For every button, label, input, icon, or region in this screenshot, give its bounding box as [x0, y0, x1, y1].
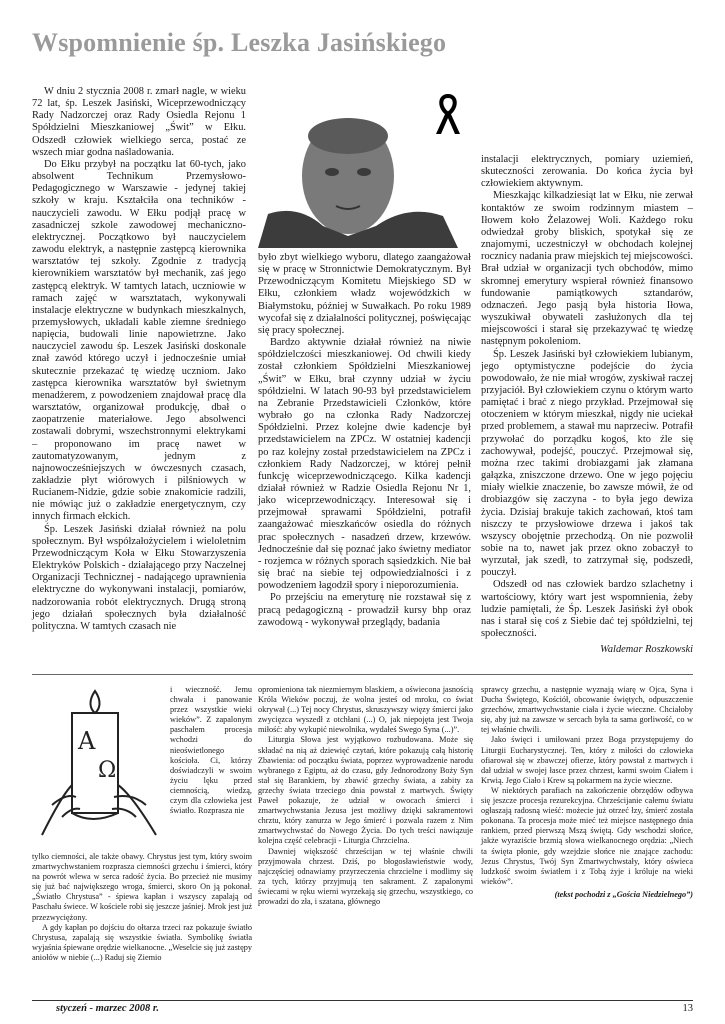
easter-column-2 [258, 685, 473, 907]
easter-paragraph: tylko ciemności, ale także obawy. Chrystus jest tym, który swoim zmartwychwstaniem rozprasza ciemności grzechu i śmierci, który na powrót wlewa w serca radość życia. Bo przecież nie musimy się już bać największego wroga, śmierci, skoro On ją pokonał. „Światło Chrystusa” - śpiewa kapłan i wszyscy zapalają od Paschału świece. W kościele robi się jeszcze jaśniej. Mrok jest już przezwyciężony. [32, 852, 252, 922]
source-note: (tekst pochodzi z „Gościa Niedzielnego”) [554, 889, 693, 899]
article-paragraph: Śp. Leszek Jasiński działał również na polu społecznym. Był współzałożycielem i wieloletnim Przewodniczącym Koła w Ełku Stowarzyszenia Elektryków Polskich - działającego przy Naczelnej Organizacji Technicznej - nadającego uprawnienia elektryczne do wykonywani instalacji, pomiarów, nadzorowania robót elektrycznych. Drugą stroną jego działań społecznych była działalność polityczna. W tamtych czasach nie [32, 523, 246, 632]
svg-text:A: A [78, 727, 96, 755]
section-divider [32, 674, 693, 675]
svg-text:Ω: Ω [98, 758, 117, 783]
article-paragraph: W dniu 2 stycznia 2008 r. zmarł nagle, w wieku 72 lat, śp. Leszek Jasiński, Wiceprzewodniczący Rady Nadzorczej oraz Rady Osiedla Rejonu 1 Spółdzielni Mieszkaniowej „Świt” w Ełku. Odszedł człowiek wielkiego serca, postać ze wszech miar godna naśladowania. [32, 86, 246, 158]
article-column-3 [481, 154, 693, 656]
easter-paragraph: opromieniona tak niezmiernym blaskiem, a oświecona jasnością Króla Wieków poczuj, że wolna jesteś od mroku, co świat okrywał (...) Tej nocy Chrystus, skruszywszy więzy śmierci jako zwycięzca wyszedł z otchłani (...) O, jak niepojęta jest Twoja miłość: aby wykupić niewolnika, wydałeś Swego Syna (...)”. [258, 685, 473, 735]
easter-paragraph: Liturgia Słowa jest wyjątkowo rozbudowana. Może się składać na nią aż dziewięć czytań, które pokazują całą historię Zbawienia: od początku świata, poprzez wyprowadzenie narodu wybranego z Egiptu, aż do czasu, gdy Jednorodzony Boży Syn stał się Barankiem, by zbawić grzechy świata, a zabity za grzechy świata trzeciego dnia powstał z martwych. Święty Paweł pokazuje, że udział w owocach śmierci i zmartwychwstania Jezusa jest możliwy dzięki sakramentowi chrztu, który zanurza w Jego śmierć i pozwala razem z Nim zmartwychwstać do Nowego Życia. Do tych treści nawiązuje kolejna część celebracji - Liturgia Chrzcielna. [258, 735, 473, 846]
article-column-2 [258, 252, 471, 629]
article-paragraph: Do Ełku przybył na początku lat 60-tych, jako absolwent Technikum Przemysłowo-Pedagogicznego w Warszawie - jedynej takiej szkoły w kraju. Kształciła ona techników - nauczycieli zawodu. W Ełku podjął pracę w zasadniczej szkole zawodowej mechaniczno-elektrycznej. Początkowo był nauczycielem zawodu elektryk, a następnie zastępcą kierownika warsztatów tej szkoły. Zgodnie z tradycją kierownikiem warsztatów był mechanik, zaś jego zastępcą elektryk. W tamtych latach, uczniowie w ramach zajęć w warsztatach, wykonywali instalacje elektryczne w budynkach mieszkalnych, przemysłowych, układali kable ziemne średniego napięcia, budowali linie napowietrzne. Jako nauczyciel zawodu śp. Leszek Jasiński doskonale znał zawód którego uczył i jednocześnie umiał skutecznie przekazać tę wiedzę uczniom. Jako zastępca kierownika warsztatów był świetnym menadżerem, z powodzeniem znajdował pracę dla warsztatów, organizował produkcję, dbał o zaopatrzenie materiałowe. Jego absolwenci zostawali dobrymi, wszechstronnymi elektrykami – proponowano im pracę nawet w zautomatyzowanym, jednym z najnowocześniejszych w ówczesnych czasach, zakładzie płyt wiórowych i pilśniowych w Rucianem-Nidzie, gdzie sobie znakomicie radzili, nie mówiąc już o zakładzie energetycznym, czy innych firmach ełckich. [32, 158, 246, 523]
easter-paragraph: i wieczność. Jemu chwała i panowanie przez wszystkie wieki wieków”. Z zapalonym paschałem procesja wchodzi do nieoświetlonego kościoła. Ci, którzy doświadczyli w swoim życiu lęku przed ciemnością, wiedzą, czym dla człowieka jest światło. Rozprasza nie [170, 685, 252, 816]
page-title: Wspomnienie śp. Leszka Jasińskiego [32, 28, 447, 57]
easter-column-1 [32, 852, 252, 963]
article-paragraph: Śp. Leszek Jasiński był człowiekiem lubianym, jego optymistyczne podejście do życia powodowało, że nie miał wrogów, zyskiwał raczej przyjaciół. Był człowiekiem czynu o którym warto pamiętać i brać z niego przykład. Przejmował się otoczeniem w którym mieszkał, nigdy nie uciekał przed problemem, a stawał mu naprzeciw. Potrafił przywołać do porządku kogoś, kto źle się zachowywał, podejść, pouczyć. Przejmował się, można rzec takimi drobiazgami jak złamana gałązka, zniszczone drzewo. One w jego pojęciu miały wielkie znaczenie, bo zawsze mówił, że od drobiazgów się zaczyna - to była jego dewiza życia. Dzisiaj brakuje takich zachowań, ktoś tam niszczy te przysłowiowe drzewa i jakoś tak wszyscy obojętnie przechodzą. On nie pozwolił sobie na to, nawet jak przez okno zobaczył to wyrzutał, jak szedł, to zatrzymał się, podszedł, pouczył. [481, 348, 693, 579]
article-paragraph: Bardzo aktywnie działał również na niwie spółdzielczości mieszkaniowej. Od chwili kiedy został członkiem Spółdzielni Mieszkaniowej „Świt” w Ełku, brał czynny udział w życiu spółdzielni. W latach 90-93 był przedstawicielem na Zebranie Przedstawicieli Członków, które wybrało go na członka Rady Nadzorczej Spółdzielni. Przez kolejne dwie kadencje był przedstawicielem na ZPCz. W ostatniej kadencji po raz kolejny został przedstawicielem na ZPCz i członkiem Rady Nadzorczej, w której pełnił funkcję wiceprzewodniczącego. Kilka kadencji działał również w Radzie Osiedla Rejonu Nr 1, jako wiceprzewodniczący. Interesował się i przejmował sprawami Spółdzielni, potrafił zaangażować mieszkańców osiedla do różnych prac społecznych - nasadzeń drzew, krzewów. Jednocześnie dał się poznać jako świetny mediator - rozjemca w różnych sporach sąsiedzkich. Nie bał się brać na siebie tej odpowiedzialności i z powodzeniem łagodził spory i nieporozumienia. [258, 337, 471, 592]
easter-paragraph: W niektórych parafiach na zakończenie obrzędów odbywa się jeszcze procesja rezurekcyjna. Chrześcijanie całemu światu ogłaszają radosną wieść: możecie już otrzeć łzy, śmierć została pokonana. Ta procesja może mieć też miejsce następnego dnia rankiem, przed pierwszą Mszą świętą. Gdy wschodzi słońce, jakże wyraziście brzmią słowa wielkanocnego orędzia: „Niech ta święta płonie, gdy wzejdzie słońce nie znające zachodu: Jezus Chrystus, Twój Syn Zmartwychwstały, który oświeca ludzkość swoim światłem i z Tobą żyje i króluje na wieki wieków”. [481, 785, 693, 886]
article-paragraph: Po przejściu na emeryturę nie rozstawał się z pracą pedagogiczną - prowadził kursy bhp oraz zawodową - wykonywał przeglądy, badania [258, 592, 471, 628]
article-paragraph: Odszedł od nas człowiek bardzo szlachetny i wartościowy, który wart jest wspomnienia, żeby ludzie pamiętali, że Śp. Leszek Jasiński żył obok nas i starał się coś z Siebie dać tej spółdzielni, tej społeczności. [481, 579, 693, 640]
mourning-ribbon-icon [431, 92, 465, 136]
article-paragraph: było zbyt wielkiego wyboru, dlatego zaangażował się w pracę w Stronnictwie Demokratycznym. Był Przewodniczącym Komitetu Miejskiego SD w Ełku, członkiem władz wojewódzkich w Białymstoku, później w Suwałkach. Po roku 1989 wycofał się z działalności politycznej, poświęcając się pracy społecznej. [258, 252, 471, 336]
issue-date: styczeń - marzec 2008 r. [56, 1003, 159, 1014]
article-column-1 [32, 86, 246, 633]
candle-illustration [32, 685, 166, 847]
easter-paragraph: Dawniej większość chrześcijan w tej właśnie chwili przyjmowała chrzest. Dziś, po błogosławieństwie wody, najczęściej odnawiamy przyrzeczenia chrzcielne i modlimy się za tych, którzy przyjmują ten sakrament. Z zapalonymi świecami w ręku wierni wyrzekają się grzechu, wszystkiego, co prowadzi do zła, i szatana, głównego [258, 846, 473, 906]
page-number: 13 [682, 1003, 693, 1014]
footer-divider [32, 1000, 693, 1001]
article-paragraph: instalacji elektrycznych, pomiary uziemień, skuteczności zerowania. Do końca życia był człowiekiem aktywnym. [481, 154, 693, 190]
author-signature: Waldemar Roszkowski [600, 644, 693, 656]
easter-paragraph: Jako święci i umiłowani przez Boga przystępujemy do Liturgii Eucharystycznej. Ten, który z miłości do człowieka ofiarował się w zbawczej ofierze, który powstał z martwych i dał udział w swojej łasce przez chrzest, karmi swoim Ciałem i Krwią. Jego Ciało i Krew są pokarmem na życie wieczne. [481, 735, 693, 785]
article-paragraph: Mieszkając kilkadziesiąt lat w Ełku, nie zerwał kontaktów ze swoim rodzinnym miastem – Iłowem koło Żelazowej Woli. Każdego roku odwiedzał groby bliskich, spotykał się ze znajomymi, uczestniczył w obchodach kolejnej rocznicy nadania praw miejskich tej miejscowości. Brał udział w organizacji tych obchodów, mimo skromnej emerytury wspierał również finansowo fundowanie pamiątkowych sztandarów, odznaczeń. Jego pasją była historia Iłowa, wyszukiwał obywateli zasłużonych dla tej miejscowości i starał się przekazywać tę wiedzę następnym pokoleniom. [481, 190, 693, 348]
easter-paragraph: sprawcy grzechu, a następnie wyznają wiarę w Ojca, Syna i Ducha Świętego, Kościół, obcowanie świętych, odpuszczenie grzechów, zmartwychwstanie ciała i życie wieczne. Chciałoby się, aby już na zawsze w sercach była ta sama gorliwość, co w tej właśnie chwili. [481, 685, 693, 735]
easter-column-3 [481, 685, 693, 900]
easter-paragraph: A gdy kapłan po dojściu do ołtarza trzeci raz pokazuje światło Chrystusa, zapalają się wszystkie światła. Symbolikę światła wyjaśnia śpiewane orędzie wielkanocne. „Weselcie się już zastępy aniołów w niebie (...) Raduj się Ziemio [32, 922, 252, 962]
easter-column-1-top [170, 685, 252, 816]
